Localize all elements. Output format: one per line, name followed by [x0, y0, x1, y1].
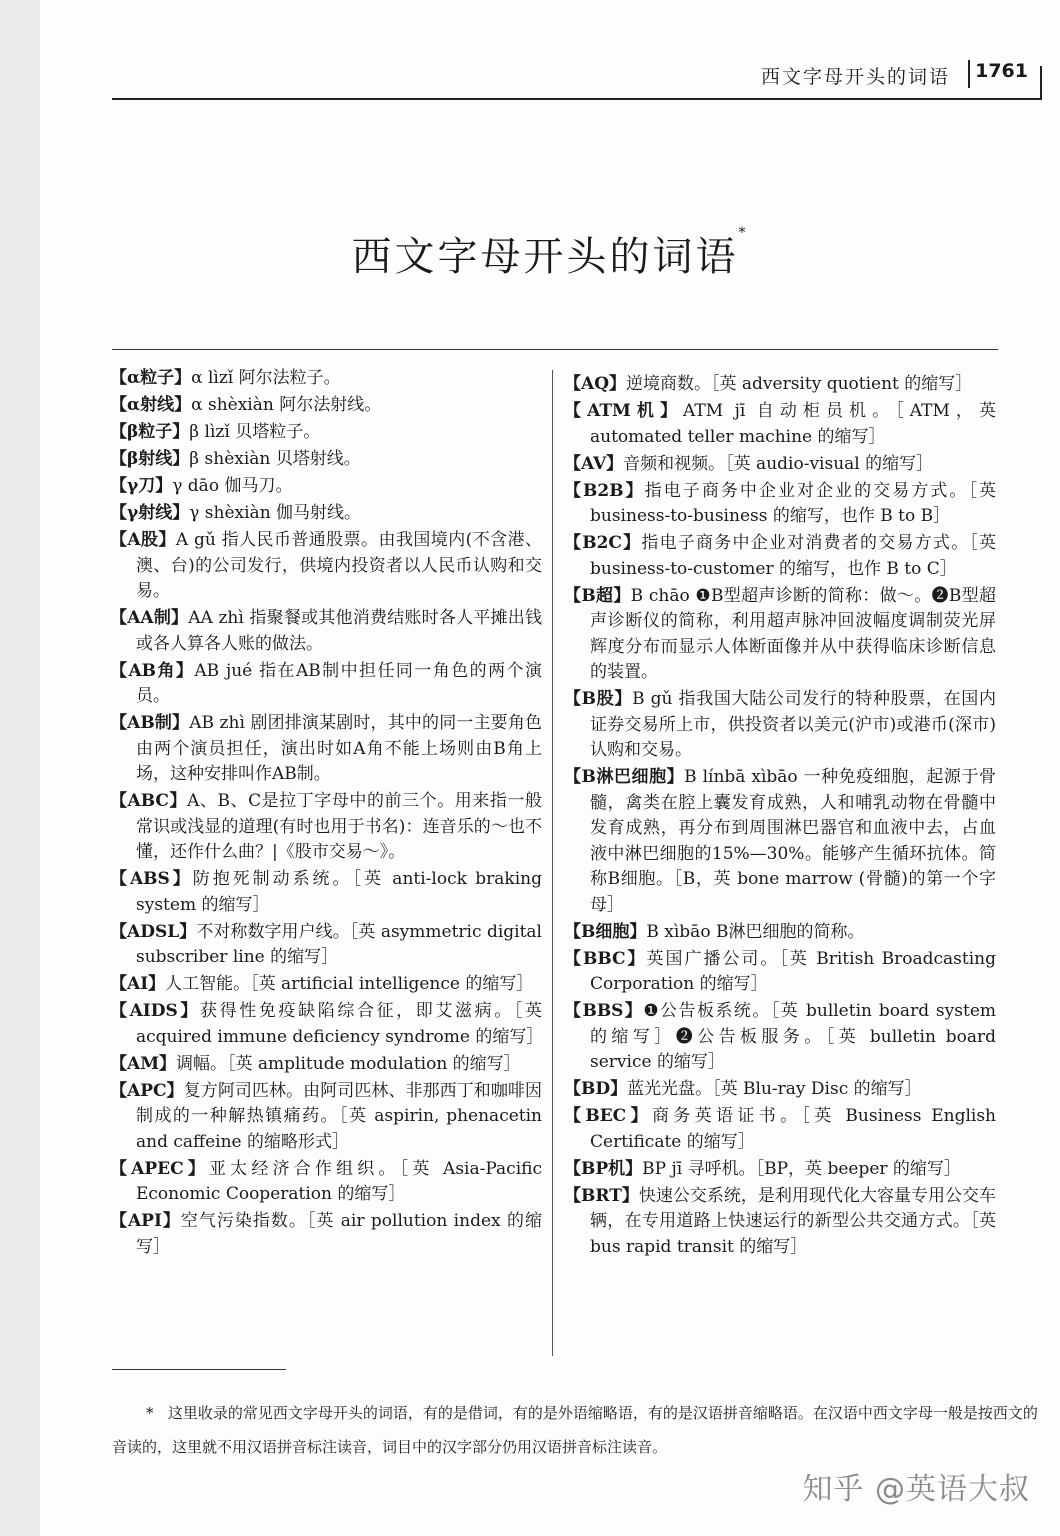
entry-headword: 【APC】 [110, 1080, 184, 1101]
entry-headword: 【B2B】 [564, 480, 645, 501]
entry: 【α粒子】α lìzǐ 阿尔法粒子。 [110, 368, 341, 388]
page-number: 1761 [975, 60, 1028, 82]
section-title-text: 西文字母开头的词语 [351, 233, 739, 280]
entry-headword: 【APEC】 [110, 1158, 209, 1179]
entry: 【AB角】AB jué 指在AB制中担任同一角色的两个演员。 [110, 660, 542, 706]
entry-headword: 【AQ】 [564, 374, 626, 394]
running-head-edge [1040, 66, 1042, 98]
entry-headword: 【AM】 [110, 1053, 177, 1074]
entry-headword: 【BRT】 [564, 1185, 639, 1206]
entry: 【A股】A gǔ 指人民币普通股票。由我国境内(不含港、澳、台)的公司发行，供境内投资者以人民币认购和交易。 [110, 530, 542, 601]
entry-headword: 【AA制】 [110, 608, 189, 628]
entry: 【AQ】逆境商数。［英 adversity quotient 的缩写］ [564, 374, 973, 394]
entry-headword: 【BEC】 [564, 1106, 652, 1126]
entry: 【BBC】英国广播公司。［英 British Broadcasting Corporation 的缩写］ [564, 948, 996, 994]
footnote-divider [112, 1369, 286, 1370]
entry-headword: 【α射线】 [110, 395, 192, 415]
entry: 【γ刀】γ dāo 伽马刀。 [110, 476, 293, 496]
entry: 【BEC】商务英语证书。［英 Business English Certificate 的缩写］ [564, 1106, 997, 1152]
running-head-title: 西文字母开头的词语 [760, 66, 950, 88]
entry: 【AV】音频和视频。［英 audio-visual 的缩写］ [564, 453, 934, 474]
column-divider [552, 370, 553, 1356]
entry-headword: 【γ刀】 [110, 476, 173, 496]
entry-headword: 【ABC】 [110, 791, 188, 811]
entry-headword: 【API】 [110, 1211, 181, 1231]
entry-headword: 【β射线】 [110, 449, 190, 469]
entry: 【ABC】A、B、C是拉丁字母中的前三个。用来指一般常识或浅显的道理(有时也用于书名)：连音乐的～也不懂，还作什么曲？|《股市交易～》。 [110, 791, 542, 862]
entry: 【AI】人工智能。［英 artificial intelligence 的缩写］ [110, 974, 534, 994]
entry: 【B股】B gǔ 指我国大陆公司发行的特种股票，在国内证券交易所上市，供投资者以美元(沪市)或港币(深市)认购和交易。 [564, 689, 996, 760]
watermark: 知乎 @英语大叔 [802, 1472, 1030, 1507]
entry: 【AIDS】获得性免疫缺陷综合征，即艾滋病。［英 acquired immune deficiency syndrome 的缩写］ [110, 1001, 544, 1047]
entry-headword: 【ADSL】 [110, 921, 197, 942]
entry: 【B淋巴细胞】B línbā xìbāo 一种免疫细胞，起源于骨髓，禽类在腔上囊发育成熟，人和哺乳动物在骨髓中发育成熟，再分布到周围淋巴器官和血液中去，占血液中淋巴细胞的15%—30%。能够产生循环抗体。简称B细胞。［B，英 bone marrow (骨髓)的第一个字母］ [564, 767, 996, 915]
entry-headword: 【AB制】 [110, 713, 190, 733]
entry: 【B超】B chāo ❶B型超声诊断的简称：做～。❷B型超声诊断仪的简称，利用超声脉冲回波幅度调制荧光屏辉度分布而显示人体断面像并从中获得临床诊断信息的装置。 [564, 585, 996, 682]
section-title [40, 225, 1060, 282]
entry: 【AB制】AB zhì 剧团排演某剧时，其中的同一主要角色由两个演员担任，演出时如A角不能上场则由B角上场，这种安排叫作AB制。 [110, 713, 542, 784]
entry: 【γ射线】γ shèxiàn 伽马射线。 [110, 503, 362, 523]
entry-headword: 【AI】 [110, 974, 166, 994]
footnote-marker: * [738, 224, 749, 241]
entry: 【APC】复方阿司匹林。由阿司匹林、非那西丁和咖啡因制成的一种解热镇痛药。［英 aspirin, phenacetin and caffeine 的缩略形式］ [110, 1080, 542, 1152]
entry-headword: 【B细胞】 [564, 921, 647, 942]
running-head [112, 58, 1042, 100]
entry-headword: 【B股】 [564, 689, 633, 709]
footnote [112, 1396, 1042, 1464]
entry: 【ATM机】ATM jī 自动柜员机。［ATM，英 automated teller machine 的缩写］ [564, 401, 996, 447]
entry: 【BBS】❶公告板系统。［英 bulletin board system 的缩写］❷公告板服务。［英 bulletin board service 的缩写］ [564, 1001, 996, 1072]
entry-headword: 【AIDS】 [110, 1001, 201, 1021]
entry: 【BP机】BP jī 寻呼机。［BP，英 beeper 的缩写］ [564, 1158, 961, 1179]
entry: 【APEC】亚太经济合作组织。［英 Asia-Pacific Economic Cooperation 的缩写］ [110, 1158, 542, 1204]
left-column [110, 366, 542, 1262]
entry: 【AA制】AA zhì 指聚餐或其他消费结账时各人平摊出钱或各人算各人账的做法。 [110, 608, 542, 654]
entry: 【α射线】α shèxiàn 阿尔法射线。 [110, 395, 382, 415]
entry: 【ADSL】不对称数字用户线。［英 asymmetric digital subscriber line 的缩写］ [110, 921, 542, 967]
entry-headword: 【B淋巴细胞】 [564, 767, 685, 787]
entry-headword: 【β粒子】 [110, 422, 190, 442]
entry-headword: 【B超】 [564, 585, 631, 606]
entry-headword: 【AV】 [564, 453, 624, 474]
running-head-separator [968, 60, 970, 88]
entry: 【AM】调幅。［英 amplitude modulation 的缩写］ [110, 1053, 521, 1074]
title-divider [112, 349, 998, 350]
entry-headword: 【BBC】 [564, 948, 647, 969]
entry: 【β粒子】β lìzǐ 贝塔粒子。 [110, 422, 321, 442]
entry-headword: 【ABS】 [110, 869, 193, 889]
entry: 【BD】蓝光光盘。［英 Blu-ray Disc 的缩写］ [564, 1079, 922, 1099]
entry: 【BRT】快速公交系统，是利用现代化大容量专用公交车辆，在专用道路上快速运行的新型公共交通方式。［英 bus rapid transit 的缩写］ [564, 1185, 996, 1257]
entry: 【B2C】指电子商务中企业对消费者的交易方式。［英 business-to-customer 的缩写，也作 B to C］ [564, 533, 997, 579]
entry-headword: 【BBS】 [564, 1001, 644, 1021]
entry: 【B2B】指电子商务中企业对企业的交易方式。［英 business-to-business 的缩写，也作 B to B］ [564, 480, 996, 526]
entry: 【API】空气污染指数。［英 air pollution index 的缩写］ [110, 1211, 542, 1257]
entry-headword: 【ATM机】 [564, 401, 684, 421]
entry-headword: 【BP机】 [564, 1158, 643, 1179]
entry-headword: 【BD】 [564, 1079, 628, 1099]
entry-headword: 【A股】 [110, 530, 176, 550]
entry-headword: 【γ射线】 [110, 503, 190, 523]
entry-headword: 【α粒子】 [110, 368, 192, 388]
footnote-text: 这里收录的常见西文字母开头的词语，有的是借词，有的是外语缩略语，有的是汉语拼音缩略语。在汉语中西文字母一般是按西文的音读的，这里就不用汉语拼音标注读音，词目中的汉字部分仍用汉语拼音标注读音。 [112, 1404, 1038, 1456]
entry: 【β射线】β shèxiàn 贝塔射线。 [110, 449, 361, 469]
dictionary-page [40, 0, 1060, 1536]
entry-headword: 【AB角】 [110, 660, 195, 681]
entry: 【B细胞】B xìbāo B淋巴细胞的简称。 [564, 921, 865, 942]
right-column [564, 372, 996, 1262]
footnote-mark: * [146, 1404, 154, 1422]
entry: 【ABS】防抱死制动系统。［英 anti-lock braking system 的缩写］ [110, 869, 542, 915]
entry-headword: 【B2C】 [564, 533, 642, 553]
